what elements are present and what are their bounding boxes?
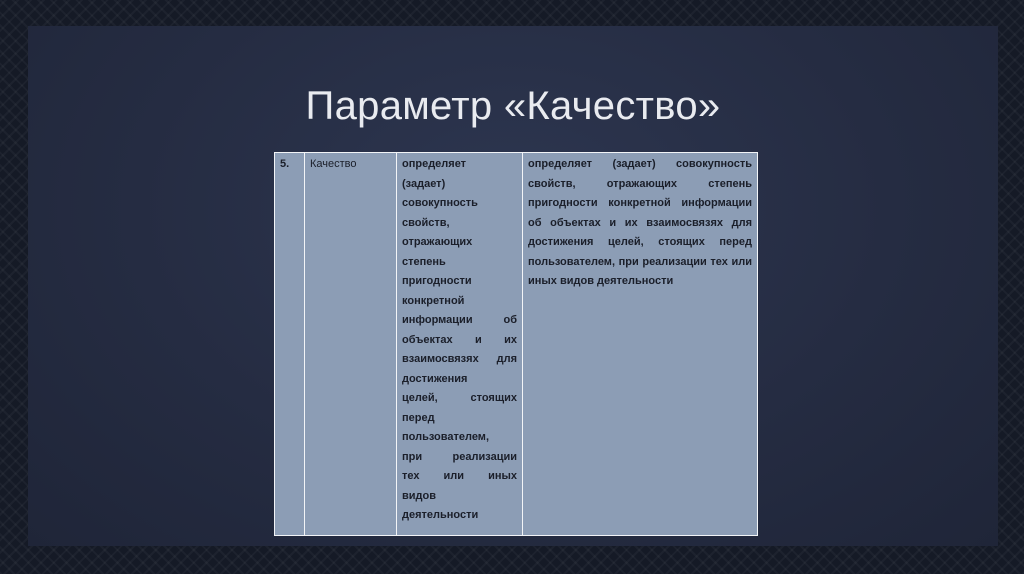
slide-title: Параметр «Качество»: [305, 84, 721, 128]
definition-line: при реализации: [402, 450, 517, 463]
parameter-name-cell: Качество: [305, 153, 397, 536]
definition-line: пользователем,: [402, 431, 490, 443]
definition-line: взаимосвязях для: [402, 353, 517, 365]
quality-parameter-table: [274, 152, 758, 536]
definition-line: пригодности: [402, 275, 472, 287]
definition-line: отражающих: [402, 236, 473, 248]
definition-wide-cell: определяет (задает) совокупность свойств, отражающих степень пригодности конкретной информации об объектах и их взаимосвязях для достижения целей, стоящих перед пользователем, при реализации тех или иных видов деятельности: [523, 153, 758, 536]
definition-line: целей, стоящих: [402, 392, 517, 404]
definition-narrow-cell: [397, 153, 523, 536]
definition-line: степень: [402, 255, 446, 268]
definition-line: перед: [402, 411, 435, 424]
definition-line: совокупность: [402, 197, 478, 209]
definition-line: видов: [402, 489, 436, 502]
definition-line: определяет: [402, 158, 467, 170]
definition-line: деятельности: [402, 509, 479, 521]
slide: [28, 26, 998, 546]
row-number-cell: 5.: [275, 153, 305, 536]
definition-line: конкретной: [402, 294, 465, 307]
definition-line: свойств,: [402, 216, 450, 229]
definition-line: тех или иных: [402, 470, 517, 482]
definition-line: (задает): [402, 177, 446, 190]
definition-line: достижения: [402, 372, 468, 385]
table-row: [275, 153, 758, 536]
definition-line: информации об: [402, 314, 517, 326]
definition-line: объектах и их: [402, 333, 517, 346]
